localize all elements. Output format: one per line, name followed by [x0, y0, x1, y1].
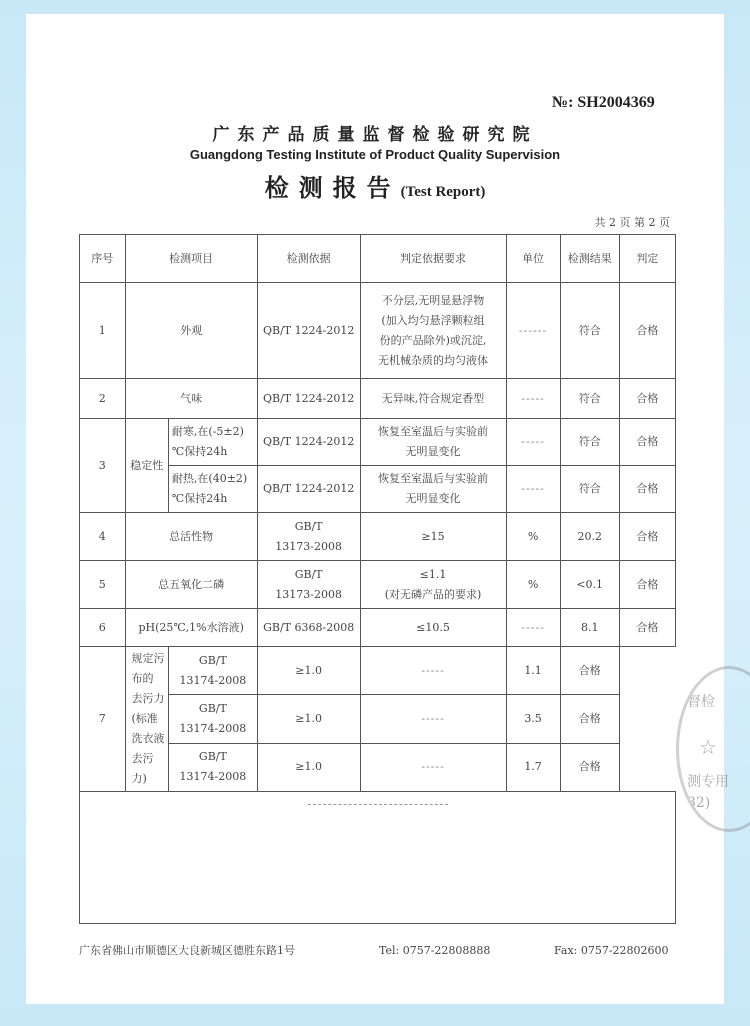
end-separator-line [308, 804, 448, 805]
requirement-line: 份的产品除外)或沉淀, [379, 333, 487, 347]
basis-line: 13174-2008 [179, 721, 247, 735]
table-row [80, 283, 676, 379]
row-seq: 5 [80, 561, 126, 609]
row-item: 外观 [125, 283, 257, 379]
institute-name-en: Guangdong Testing Institute of Product Quality Supervision [189, 147, 561, 162]
stamp-text: 测专用 [687, 774, 729, 790]
requirement-line: 不分层,无明显悬浮物 [381, 293, 485, 307]
row-basis: QB/T 1224-2012 [257, 466, 360, 513]
page-info: 共 2 页 第 2 页 [594, 216, 670, 229]
footer [79, 942, 689, 958]
row-verdict: 合格 [560, 647, 619, 695]
row-item: 气味 [125, 379, 257, 419]
row-result: 符合 [560, 419, 619, 466]
star-icon: ☆ [699, 735, 717, 759]
row-group: 稳定性 [125, 419, 168, 513]
row-unit: ----- [506, 379, 560, 419]
footer-address: 广东省佛山市顺德区大良新城区德胜东路1号 [79, 944, 295, 957]
report-number: №: SH2004369 [552, 94, 655, 111]
header-verdict: 判定 [619, 235, 675, 283]
header-requirement: 判定依据要求 [360, 235, 506, 283]
row-unit: ----- [506, 609, 560, 647]
row-group [125, 647, 168, 792]
row-result: 符合 [560, 466, 619, 513]
subitem-line: 耐热,在(40±2) [171, 472, 248, 485]
row-result: 8.1 [560, 609, 619, 647]
end-of-table-area [80, 792, 676, 924]
row-seq: 7 [80, 647, 126, 792]
header-unit: 单位 [506, 235, 560, 283]
basis-line: GB/T [294, 567, 323, 581]
row-requirement: ≥15 [360, 513, 506, 561]
header-basis: 检测依据 [257, 235, 360, 283]
table-row [80, 379, 676, 419]
group-line: 力) [131, 772, 147, 785]
subitem-line: 耐寒,在(-5±2) [171, 425, 244, 438]
requirement-line: 无明显变化 [405, 492, 461, 505]
stamp-text: 32) [687, 795, 711, 811]
requirement-line: 恢复至室温后与实验前 [378, 472, 489, 485]
footer-fax: Fax: 0757-22802600 [554, 944, 669, 957]
group-line: 去污力(标准 [131, 692, 165, 725]
row-result: <0.1 [560, 561, 619, 609]
row-verdict: 合格 [619, 466, 675, 513]
basis-line: GB/T [198, 750, 227, 764]
table-row [80, 695, 676, 743]
row-unit: % [506, 513, 560, 561]
requirement-line: 恢复至室温后与实验前 [378, 425, 489, 438]
row-verdict: 合格 [619, 283, 675, 379]
requirement-line: 无机械杂质的均匀液体 [378, 353, 489, 367]
basis-line: 13173-2008 [275, 587, 343, 601]
requirement-line: ≤1.1 [419, 567, 447, 581]
table-row [80, 609, 676, 647]
group-line: 洗衣液去污 [131, 732, 165, 765]
header-result: 检测结果 [560, 235, 619, 283]
row-unit: ----- [360, 743, 506, 791]
group-line: 规定污布的 [131, 652, 165, 685]
row-requirement [360, 561, 506, 609]
row-requirement [360, 419, 506, 466]
subitem-line: ℃保持24h [171, 492, 228, 505]
test-results-table [79, 234, 676, 924]
row-subitem [168, 466, 257, 513]
header-seq: 序号 [80, 235, 126, 283]
row-result: 20.2 [560, 513, 619, 561]
header-item: 检测项目 [125, 235, 257, 283]
row-seq: 6 [80, 609, 126, 647]
row-seq: 3 [80, 419, 126, 513]
row-basis: GB/T 6368-2008 [257, 609, 360, 647]
official-stamp [676, 666, 750, 832]
row-unit: ----- [360, 695, 506, 743]
row-requirement: 无异味,符合规定香型 [360, 379, 506, 419]
row-requirement [360, 466, 506, 513]
report-title [0, 168, 750, 203]
requirement-line: (对无磷产品的要求) [384, 587, 482, 601]
row-verdict: 合格 [560, 695, 619, 743]
row-unit: ----- [360, 647, 506, 695]
row-basis: QB/T 1224-2012 [257, 379, 360, 419]
row-subitem [168, 419, 257, 466]
institute-name-cn: 广东产品质量监督检验研究院 [212, 125, 538, 145]
row-verdict: 合格 [560, 743, 619, 791]
table-row [80, 647, 676, 695]
row-verdict: 合格 [619, 419, 675, 466]
table-row [80, 419, 676, 466]
basis-line: 13174-2008 [179, 673, 247, 687]
basis-line: 13173-2008 [275, 539, 343, 553]
row-seq: 2 [80, 379, 126, 419]
row-requirement: ≥1.0 [257, 647, 360, 695]
row-verdict: 合格 [619, 379, 675, 419]
basis-line: GB/T [294, 519, 323, 533]
row-seq: 4 [80, 513, 126, 561]
row-basis [168, 647, 257, 695]
row-unit: ------ [506, 283, 560, 379]
row-verdict: 合格 [619, 609, 675, 647]
table-row [80, 466, 676, 513]
row-seq: 1 [80, 283, 126, 379]
row-requirement: ≥1.0 [257, 695, 360, 743]
report-title-en: (Test Report) [400, 184, 486, 200]
row-result: 3.5 [506, 695, 560, 743]
basis-line: GB/T [198, 701, 227, 715]
row-item: pH(25℃,1%水溶液) [125, 609, 257, 647]
table-row [80, 513, 676, 561]
row-verdict: 合格 [619, 561, 675, 609]
row-basis [168, 695, 257, 743]
row-verdict: 合格 [619, 513, 675, 561]
row-unit: ----- [506, 419, 560, 466]
row-item: 总五氧化二磷 [125, 561, 257, 609]
basis-line: GB/T [198, 653, 227, 667]
row-result: 1.1 [506, 647, 560, 695]
row-result: 1.7 [506, 743, 560, 791]
requirement-line: 无明显变化 [405, 445, 461, 458]
row-requirement: ≤10.5 [360, 609, 506, 647]
table-row [80, 743, 676, 791]
basis-line: 13174-2008 [179, 770, 247, 784]
row-requirement: ≥1.0 [257, 743, 360, 791]
row-result: 符合 [560, 379, 619, 419]
row-basis [168, 743, 257, 791]
footer-tel: Tel: 0757-22808888 [379, 944, 491, 957]
report-title-cn: 检测报告 [264, 174, 401, 202]
row-basis: QB/T 1224-2012 [257, 419, 360, 466]
row-basis [257, 561, 360, 609]
row-basis: QB/T 1224-2012 [257, 283, 360, 379]
subitem-line: ℃保持24h [171, 445, 228, 458]
row-result: 符合 [560, 283, 619, 379]
requirement-line: (加入均匀悬浮颗粒组 [381, 313, 485, 327]
row-unit: ----- [506, 466, 560, 513]
table-empty-row [80, 792, 676, 924]
table-row [80, 561, 676, 609]
table-header-row [80, 235, 676, 283]
row-requirement [360, 283, 506, 379]
row-item: 总活性物 [125, 513, 257, 561]
row-unit: % [506, 561, 560, 609]
stamp-text: 督检 [687, 694, 715, 710]
row-basis [257, 513, 360, 561]
